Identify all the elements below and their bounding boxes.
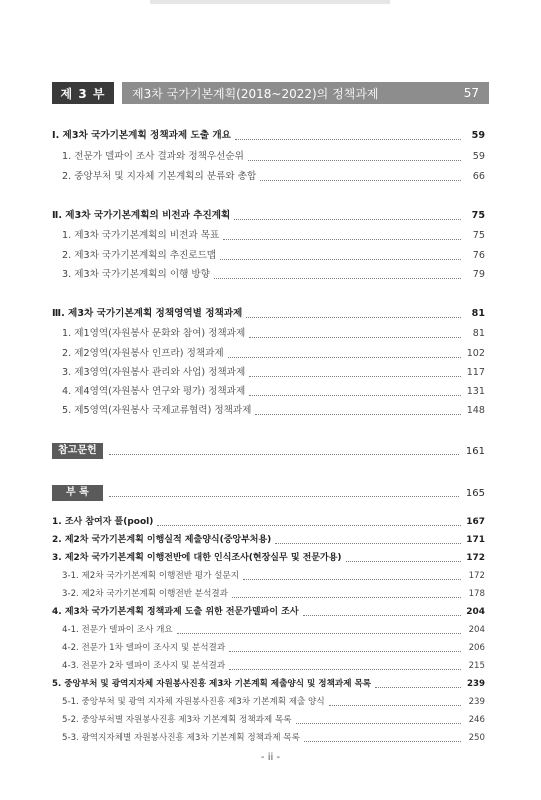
references-tag: 참고문헌 [52, 443, 103, 459]
appendix-entry[interactable]: 5. 중앙부처 및 광역지자체 자원봉사진흥 제3차 기본계획 제출양식 및 정책과제 목록 239 [52, 679, 485, 689]
toc-item[interactable]: 3. 제3영역(자원봉사 관리와 사업) 정책과제 117 [62, 367, 485, 378]
appendix-entry[interactable]: 3-1. 제2차 국가기본계획 이행전반 평가 설문지 172 [62, 571, 485, 581]
toc-item[interactable]: 2. 제3차 국가기본계획의 추진로드맵 76 [62, 250, 485, 261]
part-header [52, 82, 489, 104]
appendix-entry[interactable]: 3-2. 제2차 국가기본계획 이행전반 분석결과 178 [62, 589, 485, 599]
toc-appendix[interactable]: 부 록 165 [52, 485, 485, 501]
appendix-entry[interactable]: 1. 조사 참여자 풀(pool) 167 [52, 517, 485, 527]
appendix-entry[interactable]: 5-2. 중앙부처별 자원봉사진흥 제3차 기본계획 정책과제 목록 246 [62, 715, 485, 725]
part-title-bar [122, 82, 489, 104]
part-tag: 제 3 부 [52, 82, 114, 104]
toc-item[interactable]: 1. 제3차 국가기본계획의 비전과 목표 75 [62, 230, 485, 241]
toc-heading[interactable]: Ⅱ. 제3차 국가기본계획의 비전과 추진계획 75 [52, 210, 485, 221]
toc-heading[interactable]: Ⅰ. 제3차 국가기본계획 정책과제 도출 개요 59 [52, 130, 485, 141]
page-number-footer: - ii - [260, 752, 281, 763]
toc-heading[interactable]: Ⅲ. 제3차 국가기본계획 정책영역별 정책과제 81 [52, 308, 485, 319]
toc-item[interactable]: 5. 제5영역(자원봉사 국제교류협력) 정책과제 148 [62, 405, 485, 416]
toc-item[interactable]: 1. 제1영역(자원봉사 문화와 참여) 정책과제 81 [62, 328, 485, 339]
toc-item[interactable]: 2. 중앙부처 및 지자체 기본계획의 분류와 총합 66 [62, 171, 485, 182]
appendix-entry[interactable]: 4-1. 전문가 델파이 조사 개요 204 [62, 625, 485, 635]
top-edge-mark [150, 0, 390, 4]
part-title: 제3차 국가기본계획(2018~2022)의 정책과제 [132, 86, 379, 101]
toc-item[interactable]: 3. 제3차 국가기본계획의 이행 방향 79 [62, 269, 485, 280]
toc-references[interactable]: 참고문헌 161 [52, 443, 485, 459]
appendix-entry[interactable]: 5-3. 광역지자체별 자원봉사진흥 제3차 기본계획 정책과제 목록 250 [62, 733, 485, 743]
toc-item[interactable]: 1. 전문가 델파이 조사 결과와 정책우선순위 59 [62, 151, 485, 162]
appendix-entry[interactable]: 4-2. 전문가 1차 델파이 조사지 및 분석결과 206 [62, 643, 485, 653]
appendix-entry[interactable]: 2. 제2차 국가기본계획 이행실적 제출양식(중앙부처용) 171 [52, 535, 485, 545]
appendix-entry[interactable]: 3. 제2차 국가기본계획 이행전반에 대한 인식조사(현장실무 및 전문가용) 172 [52, 553, 485, 563]
appendix-entry[interactable]: 4-3. 전문가 2차 델파이 조사지 및 분석결과 215 [62, 661, 485, 671]
toc-item[interactable]: 4. 제4영역(자원봉사 연구와 평가) 정책과제 131 [62, 386, 485, 397]
part-page: 57 [463, 86, 479, 100]
appendix-entry[interactable]: 4. 제3차 국가기본계획 정책과제 도출 위한 전문가델파이 조사 204 [52, 607, 485, 617]
toc-item[interactable]: 2. 제2영역(자원봉사 인프라) 정책과제 102 [62, 348, 485, 359]
appendix-entry[interactable]: 5-1. 중앙부처 및 광역 지자체 자원봉사진흥 제3차 기본계획 제출 양식 239 [62, 697, 485, 707]
appendix-tag: 부 록 [52, 485, 103, 501]
